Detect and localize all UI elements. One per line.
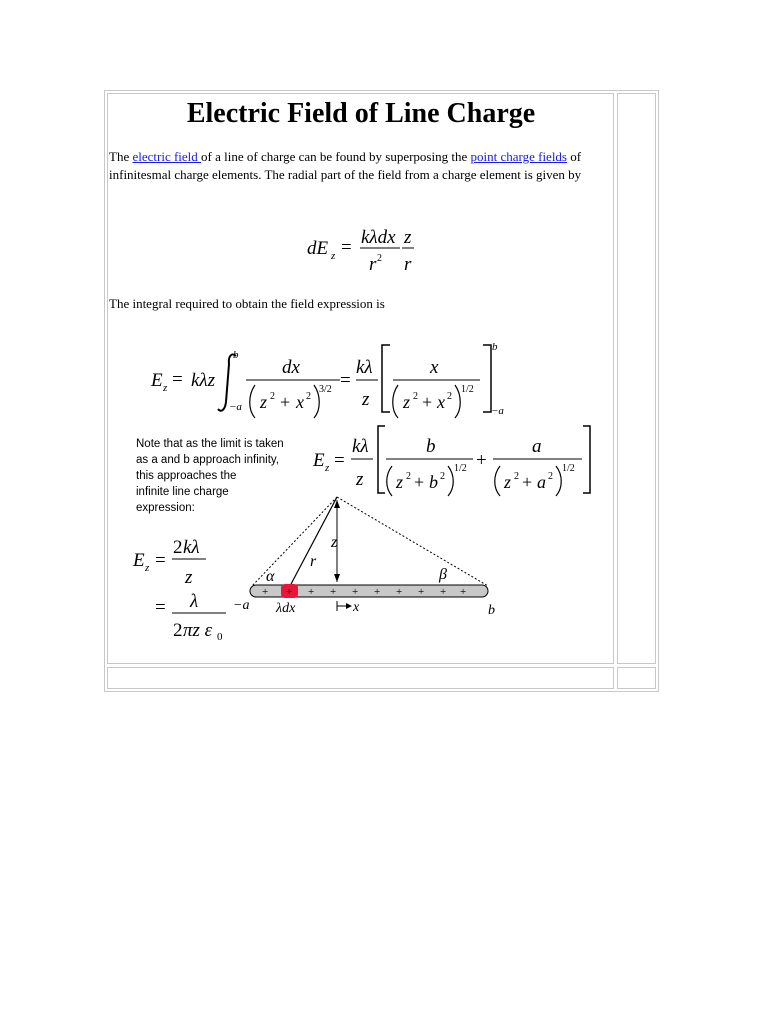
alpha-label: α	[266, 568, 275, 585]
svg-text:2: 2	[447, 391, 452, 402]
plus-sign: +	[396, 586, 403, 598]
svg-text:z: z	[504, 472, 512, 492]
svg-text:=: =	[340, 370, 351, 391]
svg-text:−a: −a	[229, 401, 242, 413]
r-label: r	[310, 553, 317, 570]
plus-sign: +	[352, 586, 359, 598]
z-label: z	[331, 534, 338, 551]
plus-sign: +	[374, 586, 381, 598]
plus-sign: +	[286, 586, 293, 598]
svg-text:+: +	[522, 472, 533, 492]
svg-text:b: b	[233, 349, 239, 361]
svg-text:=: =	[172, 369, 183, 390]
svg-text:z: z	[185, 567, 193, 588]
svg-text:r: r	[404, 254, 412, 275]
svg-text:z: z	[331, 250, 336, 262]
page-title: Electric Field of Line Charge	[186, 98, 536, 129]
svg-text:x: x	[430, 357, 439, 378]
svg-text:dE: dE	[307, 238, 329, 259]
svg-text:0: 0	[217, 631, 223, 643]
svg-text:z: z	[260, 392, 268, 412]
svg-text:b: b	[429, 472, 438, 492]
point-charge-fields-link[interactable]: point charge fields	[470, 149, 567, 164]
svg-text:kλ: kλ	[352, 436, 369, 457]
plus-sign: +	[460, 586, 467, 598]
plus-sign: +	[262, 586, 269, 598]
svg-text:2: 2	[270, 391, 275, 402]
intro-text-3: of infinitesmal charge elements. The radial part of the field from a charge element is given by	[109, 149, 582, 182]
svg-text:2: 2	[173, 620, 183, 641]
b-label: b	[488, 603, 495, 618]
svg-text:−a: −a	[491, 405, 504, 417]
dotted-line-left	[252, 497, 337, 586]
plus-sign: +	[440, 586, 447, 598]
svg-text:+: +	[280, 392, 291, 412]
svg-text:1/2: 1/2	[562, 463, 575, 474]
svg-text:x: x	[437, 392, 445, 412]
svg-text:x: x	[296, 392, 304, 412]
svg-text:z: z	[404, 227, 412, 248]
svg-text:=: =	[155, 597, 166, 618]
svg-text:2: 2	[514, 471, 519, 482]
svg-text:E: E	[151, 370, 163, 391]
svg-text:λ: λ	[190, 591, 199, 612]
svg-text:2: 2	[173, 537, 183, 558]
svg-text:a: a	[532, 436, 542, 457]
svg-text:z: z	[403, 392, 411, 412]
svg-text:kλ: kλ	[183, 537, 200, 558]
svg-text:2: 2	[306, 391, 311, 402]
plus-sign: +	[418, 586, 425, 598]
svg-text:2: 2	[413, 391, 418, 402]
beta-label: β	[439, 566, 447, 583]
svg-text:kλdx: kλdx	[361, 227, 396, 248]
svg-text:a: a	[537, 472, 546, 492]
r-vector-line	[290, 497, 337, 586]
svg-text:z: z	[362, 389, 370, 410]
svg-text:+: +	[414, 472, 425, 492]
svg-text:E: E	[133, 550, 145, 571]
x-label: x	[353, 600, 360, 615]
svg-text:=: =	[334, 450, 345, 471]
svg-text:z: z	[396, 472, 404, 492]
svg-text:+: +	[476, 450, 487, 471]
note-line: as a and b approach infinity,	[136, 454, 279, 466]
svg-text:E: E	[313, 450, 325, 471]
svg-text:2: 2	[406, 471, 411, 482]
svg-text:+: +	[422, 392, 433, 412]
svg-text:=: =	[341, 237, 352, 258]
plus-sign: +	[308, 586, 315, 598]
svg-text:b: b	[426, 436, 436, 457]
svg-text:z: z	[163, 382, 168, 394]
svg-text:b: b	[492, 341, 498, 353]
electric-field-link[interactable]: electric field	[132, 149, 202, 164]
plus-sign: +	[330, 586, 337, 598]
svg-text:z: z	[325, 462, 330, 474]
svg-text:=: =	[155, 550, 166, 571]
svg-text:3/2: 3/2	[319, 384, 332, 395]
svg-text:1/2: 1/2	[454, 463, 467, 474]
svg-text:dx: dx	[282, 357, 300, 378]
integral-intro-text: The integral required to obtain the field expression is	[109, 296, 385, 311]
minus-a-label: −a	[233, 598, 250, 613]
svg-text:πz ε: πz ε	[183, 620, 213, 641]
svg-text:kλz: kλz	[191, 370, 216, 391]
svg-text:2: 2	[377, 253, 382, 264]
note-line: this approaches the	[136, 470, 237, 482]
note-line: infinite line charge	[136, 486, 229, 498]
svg-text:2: 2	[440, 471, 445, 482]
intro-text-1: The	[109, 149, 133, 164]
svg-text:kλ: kλ	[356, 357, 373, 378]
svg-text:2: 2	[548, 471, 553, 482]
svg-text:r: r	[369, 254, 377, 275]
note-line: expression:	[136, 502, 195, 514]
svg-text:z: z	[356, 469, 364, 490]
dotted-line-right	[337, 497, 488, 586]
note-line: Note that as the limit is taken	[136, 438, 284, 450]
svg-text:1/2: 1/2	[461, 384, 474, 395]
svg-text:z: z	[145, 562, 150, 574]
intro-text-2: of a line of charge can be found by superposing the	[201, 149, 471, 164]
lambda-dx-label: λdx	[276, 601, 296, 616]
